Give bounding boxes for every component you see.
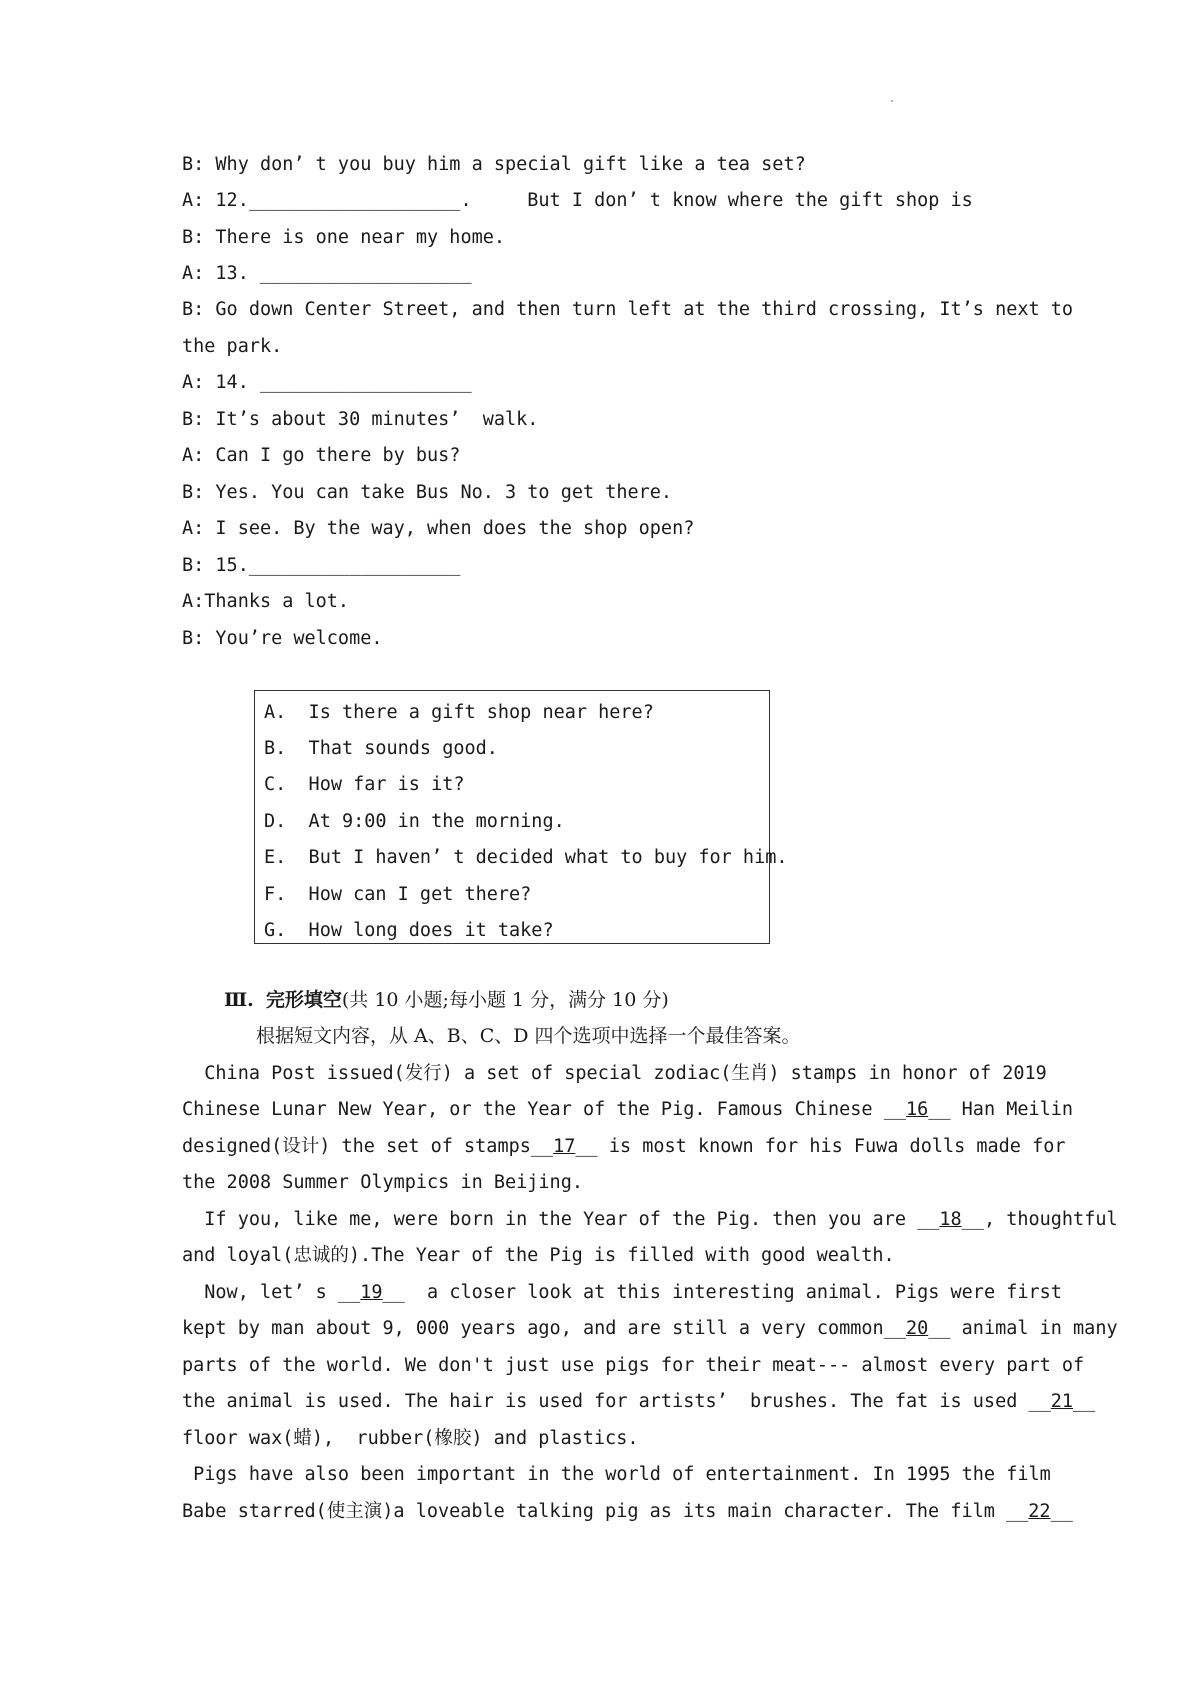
- blank-19: 19: [360, 1282, 383, 1303]
- section-number: Ⅲ.: [224, 989, 254, 1011]
- dialogue-line: B: Yes. You can take Bus No. 3 to get there.: [182, 482, 673, 503]
- option-e: E. But I haven’ t decided what to buy for him.: [264, 847, 788, 868]
- passage-line: If you, like me, were born in the Year of the Pig. then you are __18__, thoughtful: [182, 1209, 1118, 1230]
- passage-line: Pigs have also been important in the world of entertainment. In 1995 the film: [182, 1464, 1051, 1485]
- passage-line: and loyal(忠诚的).The Year of the Pig is filled with good wealth.: [182, 1245, 895, 1266]
- section-note: (共 10 小题;每小题 1 分，满分 10 分): [341, 989, 669, 1011]
- dialogue-line: B: Why don’ t you buy him a special gift like a tea set?: [182, 154, 806, 175]
- passage-line: kept by man about 9, 000 years ago, and are still a very common__20__ animal in many: [182, 1318, 1118, 1339]
- option-d: D. At 9:00 in the morning.: [264, 811, 565, 832]
- passage-line: China Post issued(发行) a set of special zodiac(生肖) stamps in honor of 2019: [182, 1063, 1047, 1084]
- option-c: C. How far is it?: [264, 774, 465, 795]
- dialogue-line: B: It’s about 30 minutes’ walk.: [182, 409, 539, 430]
- passage-line: Chinese Lunar New Year, or the Year of the Pig. Famous Chinese __16__ Han Meilin: [182, 1099, 1074, 1120]
- passage-line: floor wax(蜡), rubber(橡胶) and plastics.: [182, 1428, 639, 1449]
- dialogue-line: B: There is one near my home.: [182, 227, 506, 248]
- section-heading: [224, 988, 669, 1012]
- passage-line: Now, let’ s __19__ a closer look at this interesting animal. Pigs were first: [182, 1282, 1062, 1303]
- passage-line: Babe starred(使主演)a loveable talking pig as its main character. The film __22__: [182, 1501, 1073, 1522]
- option-f: F. How can I get there?: [264, 884, 532, 905]
- section-instruction: 根据短文内容，从 A、B、C、D 四个选项中选择一个最佳答案。: [256, 1025, 801, 1047]
- blank-17: 17: [553, 1136, 576, 1157]
- passage-line: designed(设计) the set of stamps__17__ is most known for his Fuwa dolls made for: [182, 1136, 1066, 1157]
- dialogue-line: A: Can I go there by bus?: [182, 445, 461, 466]
- blank-16: 16: [905, 1099, 929, 1120]
- blank-22: 22: [1028, 1501, 1051, 1522]
- passage-line: the 2008 Summer Olympics in Beijing.: [182, 1172, 583, 1193]
- passage-line: parts of the world. We don't just use pigs for their meat--- almost every part of: [182, 1355, 1085, 1376]
- option-g: G. How long does it take?: [264, 920, 554, 941]
- scan-speck: [891, 100, 893, 102]
- dialogue-line: A: I see. By the way, when does the shop open?: [182, 518, 695, 539]
- dialogue-line: the park.: [182, 336, 283, 357]
- passage-line: the animal is used. The hair is used for artists’ brushes. The fat is used __21__: [182, 1391, 1096, 1412]
- dialogue-line: B: Go down Center Street, and then turn left at the third crossing, It’s next to: [182, 299, 1074, 320]
- option-b: B. That sounds good.: [264, 738, 498, 759]
- blank-21: 21: [1050, 1391, 1074, 1412]
- dialogue-line: A: 13. ___________________: [182, 263, 472, 284]
- dialogue-line: A: 12.___________________. But I don’ t know where the gift shop is: [182, 190, 973, 211]
- blank-18: 18: [939, 1209, 962, 1230]
- dialogue-line: B: 15.___________________: [182, 555, 461, 576]
- section-title: 完形填空: [265, 989, 342, 1011]
- dialogue-line: A:Thanks a lot.: [182, 591, 350, 612]
- dialogue-line: B: You’re welcome.: [182, 628, 383, 649]
- option-a: A. Is there a gift shop near here?: [264, 702, 654, 723]
- blank-20: 20: [905, 1318, 929, 1339]
- dialogue-line: A: 14. ___________________: [182, 372, 472, 393]
